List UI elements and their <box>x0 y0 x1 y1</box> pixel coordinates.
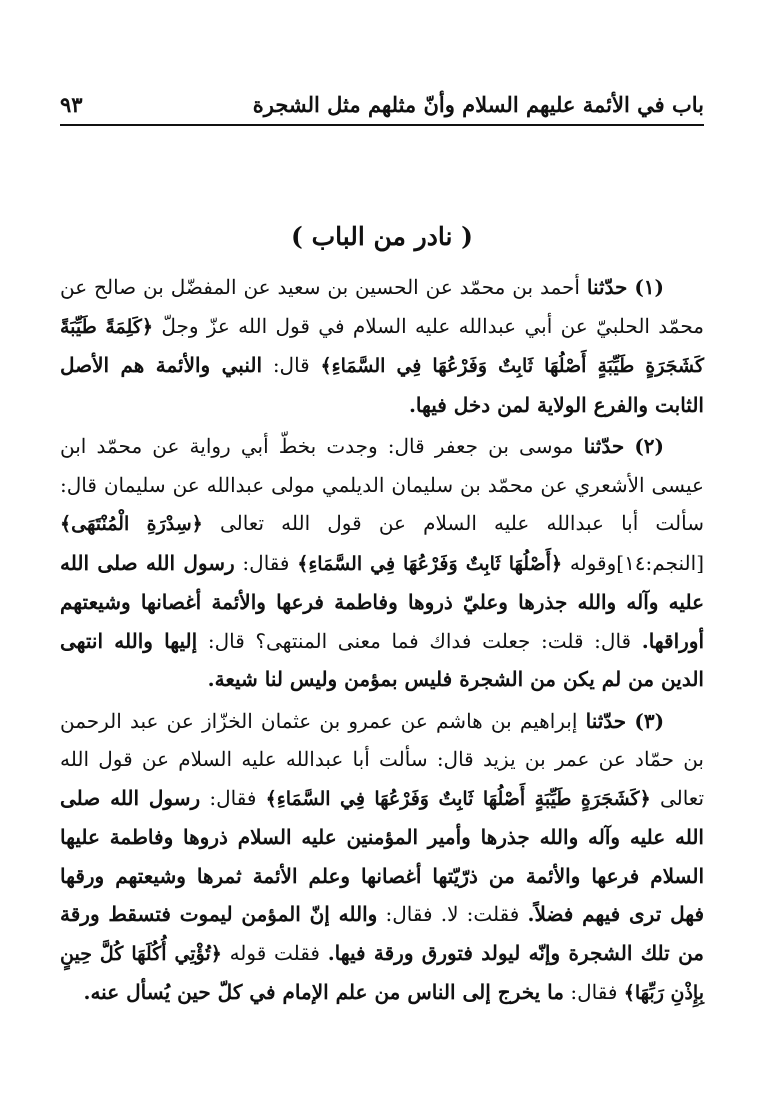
running-title: باب في الأئمة عليهم السلام وأنّ مثلهم مثل الشجرة <box>252 91 704 117</box>
connective-text: فقلت: لا. فقال: <box>385 902 520 926</box>
quran-verse: ﴿كَشَجَرَةٍ طَيِّبَةٍ أَصْلُهَا ثَابِتٌ وَفَرْعُهَا فِي السَّمَاءِ﴾ <box>265 787 651 810</box>
hadith-number: (٣) <box>634 708 665 733</box>
connective-text: فقال: <box>209 785 257 810</box>
hadith-matn: إليها والله انتهى الدين من لم يكن من الشجرة فليس بمؤمن وليس لنا شيعة. <box>60 628 704 691</box>
isnad-text: موسى بن جعفر قال: وجدت بخطّ أبي رواية عن محمّد ابن عيسى الأشعري عن محمّد بن سليمان الديلمي مولى عبدالله عن سليمان قال: سألت أبا عبدالله عليه السلام عن قول الله تعالى <box>60 434 705 535</box>
hadith-matn: ما يخرج إلى الناس من علم الإمام في كلّ حين يُسأل عنه. <box>83 980 564 1004</box>
quran-verse: ﴿سِدْرَةِ الْمُنْتَهَى﴾ <box>60 513 203 535</box>
running-header <box>60 84 704 126</box>
connective-text: قال: قلت: جعلت فداك فما معنى المنتهى؟ قال: <box>207 628 632 653</box>
hadith-paragraph-2 <box>60 427 704 699</box>
isnad-text: إبراهيم بن هاشم عن عمرو بن عثمان الخزّاز عن عبد الرحمن بن حمّاد عن عمر بن يزيد قال: سألت أبا عبدالله عليه السلام عن قول الله تعالى <box>60 708 705 810</box>
hadith-number: (١) <box>634 275 664 299</box>
hadith-matn: رسول الله صلى الله عليه وآله والله جذرها وعليّ ذروها وفاطمة فرعها والأئمة أغصانها وشيعتهم أوراقها. <box>60 550 705 653</box>
connective-text: فقلت قوله <box>229 940 320 965</box>
connective-text: فقال: <box>242 550 290 575</box>
narration-word: حدّثنا <box>585 708 627 733</box>
quran-verse: ﴿كَلِمَةً طَيِّبَةً كَشَجَرَةٍ طَيِّبَةٍ أَصْلُهَا ثَابِتٌ وَفَرْعُهَا فِي السَّمَاءِ﴾ <box>60 315 704 377</box>
hadith-matn: والله إنّ المؤمن ليموت فتسقط ورقة من تلك الشجرة وإنّه ليولد فتورق ورقة فيها. <box>60 902 705 965</box>
chapter-heading: ( نادر من الباب ) <box>291 222 473 251</box>
body-text <box>60 268 704 1016</box>
connective-text: قال: <box>272 353 310 377</box>
verse-reference: [النجم:١٤]وقوله <box>569 550 704 575</box>
quran-verse: ﴿أَصْلُهَا ثَابِتٌ وَفَرْعُهَا فِي السَّمَاءِ﴾ <box>297 552 563 575</box>
hadith-paragraph-1 <box>60 268 704 424</box>
isnad-text: أحمد بن محمّد عن الحسين بن سعيد عن المفضّل بن صالح عن محمّد الحلبيّ عن أبي عبدالله عليه السلام في قول الله عزّ وجلّ <box>60 275 704 338</box>
narration-word: حدّثنا <box>586 275 628 299</box>
hadith-paragraph-3 <box>60 702 704 1013</box>
connective-text: فقال: <box>570 980 618 1004</box>
hadith-matn: النبي والأئمة هم الأصل الثابت والفرع الولاية لمن دخل فيها. <box>60 353 704 417</box>
narration-word: حدّثنا <box>583 434 625 458</box>
page-number: ٩٣ <box>60 91 83 117</box>
hadith-matn: رسول الله صلى الله عليه وآله والله جذرها وأمير المؤمنين عليه السلام ذروها وفاطمة عليها السلام فرعها والأئمة من ذرّيّتها أغصانها وعلم الأئمة ثمرها وشيعتهم ورقها فهل ترى فيهم فضلاً. <box>60 785 704 926</box>
quran-verse: ﴿تُؤْتِي أُكُلَهَا كُلَّ حِينٍ بِإِذْنِ رَبِّهَا﴾ <box>60 942 704 1004</box>
hadith-number: (٢) <box>634 434 664 458</box>
